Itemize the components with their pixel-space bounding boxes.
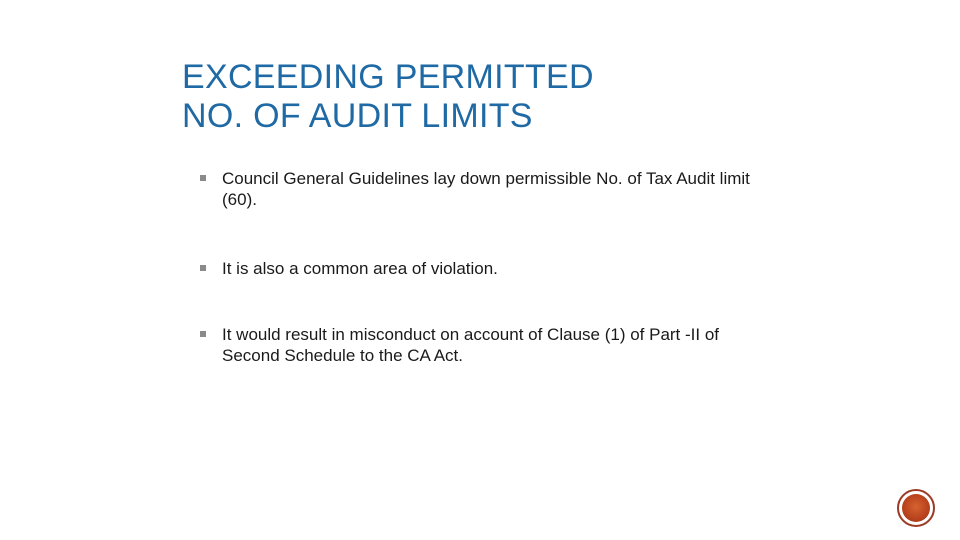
- bullet-item: [200, 258, 780, 279]
- slide-title-line-2: NO. OF AUDIT LIMITS: [182, 97, 533, 135]
- slide-title: [182, 58, 822, 136]
- logo-seal-icon: [897, 489, 935, 527]
- slide-title-line-1: EXCEEDING PERMITTED: [182, 58, 594, 96]
- square-bullet-icon: [200, 331, 206, 337]
- square-bullet-icon: [200, 175, 206, 181]
- bullet-item: [200, 168, 780, 210]
- bullet-item: [200, 324, 780, 366]
- square-bullet-icon: [200, 265, 206, 271]
- bullet-text: Council General Guidelines lay down permissible No. of Tax Audit limit (60).: [222, 169, 750, 209]
- seal-emblem: [902, 494, 930, 522]
- bullet-text: It is also a common area of violation.: [222, 259, 498, 278]
- bullet-text: It would result in misconduct on account of Clause (1) of Part -II of Second Schedule to the CA Act.: [222, 325, 720, 365]
